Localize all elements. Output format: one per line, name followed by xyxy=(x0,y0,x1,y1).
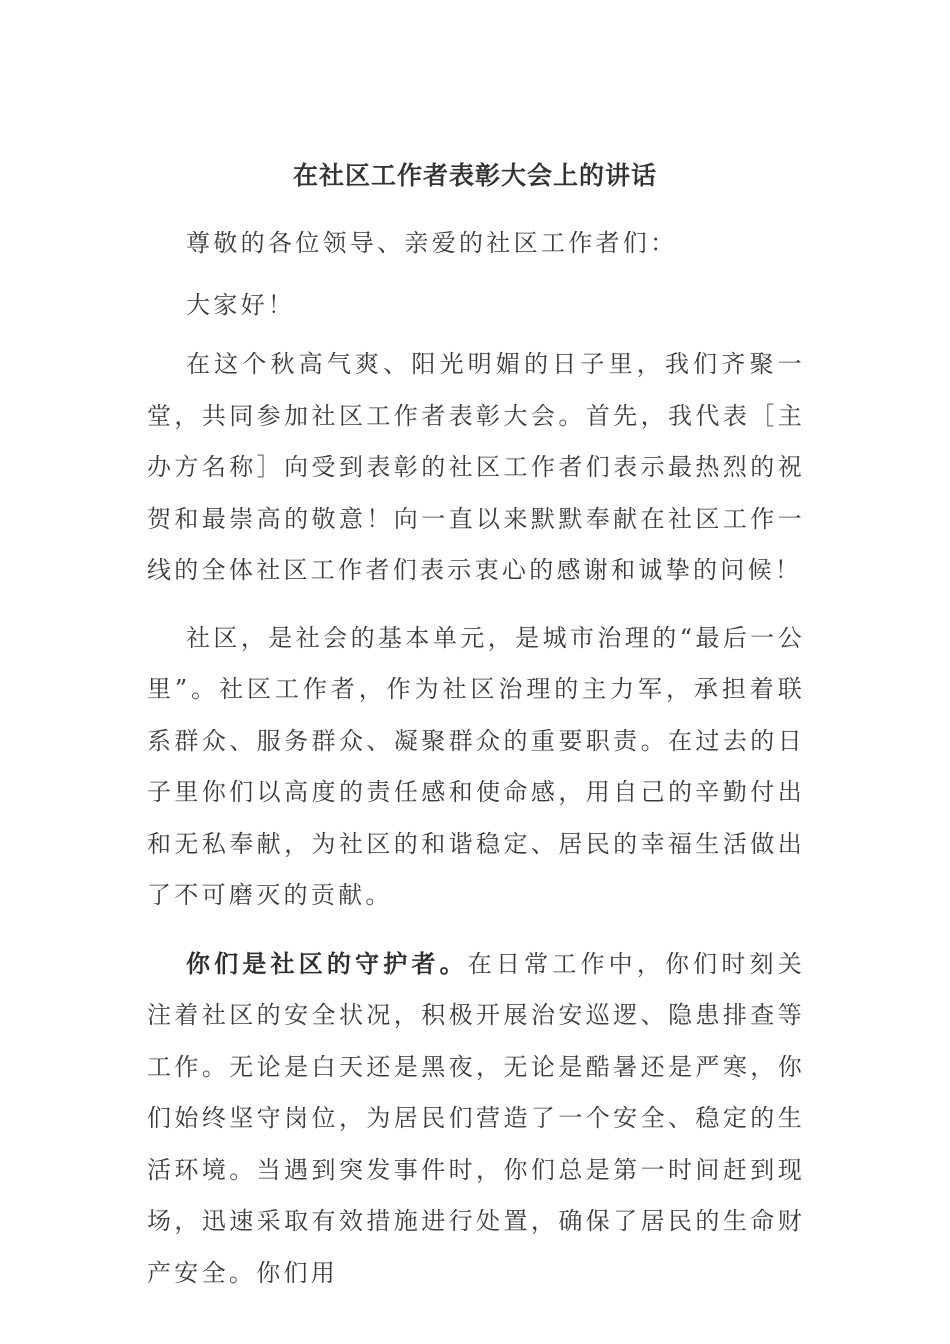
salutation: 尊敬的各位领导、亲爱的社区工作者们： xyxy=(186,229,678,257)
document-body xyxy=(147,218,805,1315)
greeting: 大家好！ xyxy=(186,290,296,319)
document-title: 在社区工作者表彰大会上的讲话 xyxy=(292,161,657,190)
section-text: 在日常工作中，你们时刻关注着社区的安全状况，积极开展治安巡逻、隐患排查等工作。无论是白天还是黑夜，无论是酷暑还是严寒，你们始终坚守岗位，为居民们营造了一个安全、稳定的生活环境。当遇到突发事件时，你们总是第一时间赶到现场，迅速采取有效措施进行处置，确保了居民的生命财产安全。你们用 xyxy=(147,949,805,1287)
section-lead: 你们是社区的守护者。 xyxy=(186,948,468,978)
paragraph-community: 社区，是社会的基本单元，是城市治理的“最后一公里”。社区工作者，作为社区治理的主力军，承担着联系群众、服务群众、凝聚群众的重要职责。在过去的日子里你们以高度的责任感和使命感，用自己的辛勤付出和无私奉献，为社区的和谐稳定、居民的幸福生活做出了不可磨灭的贡献。 xyxy=(147,623,805,909)
paragraph-guardians xyxy=(147,938,805,1300)
paragraph-opening: 在这个秋高气爽、阳光明媚的日子里，我们齐聚一堂，共同参加社区工作者表彰大会。首先，我代表［主办方名称］向受到表彰的社区工作者们表示最热烈的祝贺和最崇高的敬意！向一直以来默默奉献在社区工作一线的全体社区工作者们表示衷心的感谢和诚挚的问候！ xyxy=(147,350,805,584)
